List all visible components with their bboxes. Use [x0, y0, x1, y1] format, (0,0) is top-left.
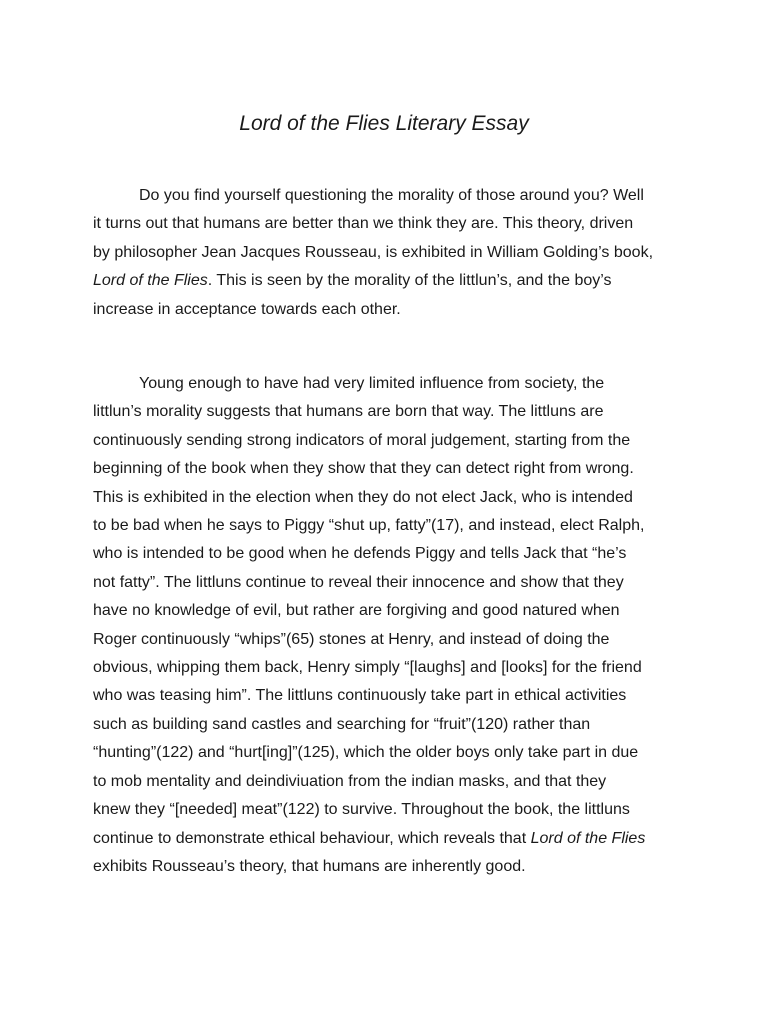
paragraph-line: continuously sending strong indicators of moral judgement, starting from the — [93, 431, 631, 449]
paragraph-line: obvious, whipping them back, Henry simply “[laughs] and [looks] for the friend — [93, 659, 642, 677]
paragraph-line: This is exhibited in the election when they do not elect Jack, who is intended — [93, 488, 633, 506]
paragraph-line: not fatty”. The littluns continue to reveal their innocence and show that they — [93, 573, 624, 591]
paragraph-line-pre: continue to demonstrate ethical behaviour, which reveals that — [93, 829, 531, 847]
essay-title: Lord of the Flies Literary Essay — [239, 112, 529, 135]
paragraph-line: Do you find yourself questioning the morality of those around you? Well — [139, 187, 644, 204]
paragraph-line: exhibits Rousseau’s theory, that humans are inherently good. — [93, 857, 526, 875]
paragraph-line: it turns out that humans are better than we think they are. This theory, driven — [93, 215, 634, 233]
paragraph-line: to mob mentality and deindiviuation from the indian masks, and that they — [93, 772, 607, 790]
paragraph-line: “hunting”(122) and “hurt[ing]”(125), which the older boys only take part in due — [93, 744, 639, 762]
paragraph-line: to be bad when he says to Piggy “shut up, fatty”(17), and instead, elect Ralph, — [93, 517, 645, 535]
paragraph-line: by philosopher Jean Jacques Rousseau, is exhibited in William Golding’s book, — [93, 243, 654, 261]
paragraph-line: increase in acceptance towards each other. — [93, 300, 401, 318]
book-title-italic: Lord of the Flies — [93, 272, 208, 290]
paragraph-line: Roger continuously “whips”(65) stones at Henry, and instead of doing the — [93, 630, 610, 648]
paragraph-line — [93, 825, 683, 853]
paragraph-line: such as building sand castles and searching for “fruit”(120) rather than — [93, 715, 591, 733]
paragraph-2 — [93, 370, 683, 881]
paragraph-1 — [93, 182, 683, 324]
paragraph-line: knew they “[needed] meat”(122) to survive. Throughout the book, the littluns — [93, 801, 630, 819]
book-title-italic: Lord of the Flies — [530, 829, 646, 847]
paragraph-line: who is intended to be good when he defends Piggy and tells Jack that “he’s — [93, 545, 627, 563]
paragraph-line: have no knowledge of evil, but rather are forgiving and good natured when — [93, 602, 620, 620]
paragraph-line: littlun’s morality suggests that humans are born that way. The littluns are — [93, 403, 604, 421]
paragraph-line: Young enough to have had very limited influence from society, the — [139, 375, 605, 392]
paragraph-line-rest: . This is seen by the morality of the littlun’s, and the boy’s — [207, 272, 612, 290]
paragraph-line: who was teasing him”. The littluns continuously take part in ethical activities — [93, 687, 627, 705]
paragraph-line — [93, 267, 683, 295]
paragraph-line: beginning of the book when they show that they can detect right from wrong. — [93, 460, 634, 478]
